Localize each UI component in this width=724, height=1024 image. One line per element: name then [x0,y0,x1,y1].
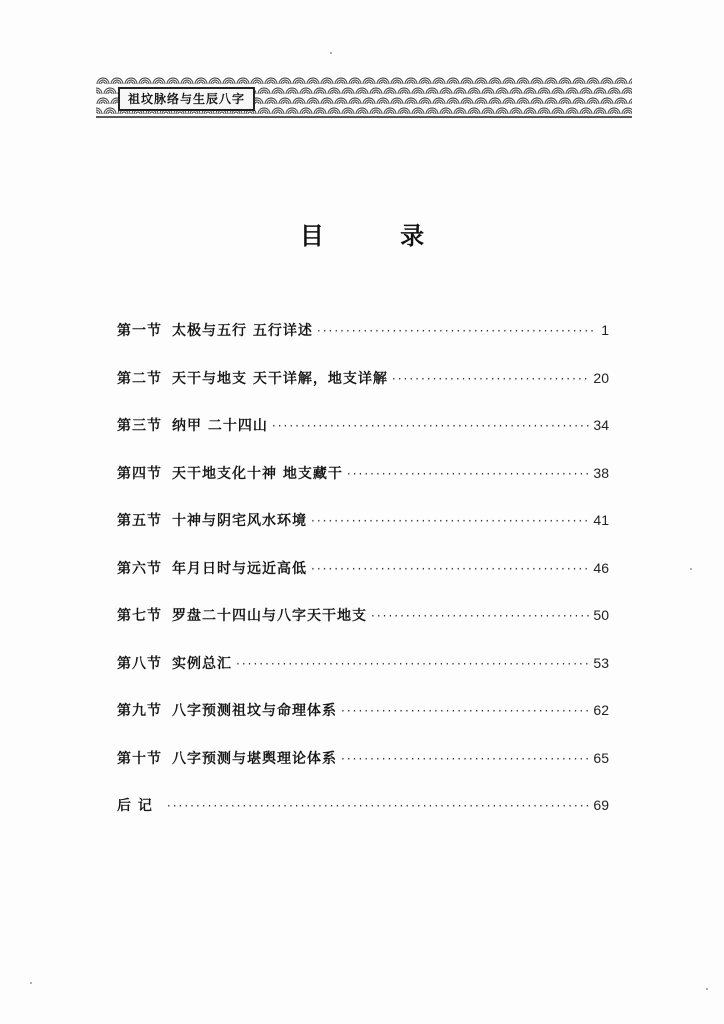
toc-page-number: 69 [593,797,609,813]
toc-page-number: 50 [593,607,609,623]
toc-section-heading: 八字预测与堪舆理论体系 [172,750,337,767]
toc-entry[interactable] [117,748,609,796]
toc-section-heading: 天干地支化十神 地支藏干 [172,465,343,482]
toc-entry[interactable] [117,368,609,416]
toc-entry[interactable] [117,795,609,843]
toc-page-number: 20 [593,369,609,386]
toc-list [117,320,609,843]
toc-page-number: 34 [593,417,609,433]
toc-entry[interactable] [117,653,609,701]
dot-leader [272,419,590,433]
dot-leader [341,752,589,766]
dot-leader [341,704,589,718]
dot-leader [167,799,590,813]
dot-leader [311,562,589,576]
toc-page-number: 65 [593,749,609,766]
scan-speck [690,568,692,570]
dot-leader [317,324,597,338]
toc-entry[interactable] [117,605,609,653]
toc-entry[interactable] [117,700,609,748]
dot-leader [311,514,589,528]
toc-section-heading: 八字预测祖坟与命理体系 [172,703,337,719]
toc-page-number: 41 [593,512,609,528]
toc-section-number: 第九节 [117,703,162,719]
toc-section-heading: 十神与阴宅风水环境 [172,513,307,529]
dot-leader [347,467,590,481]
toc-section-number: 第一节 [117,323,162,339]
toc-section-heading: 实例总汇 [172,655,232,672]
toc-section-number: 第八节 [117,655,162,672]
toc-page-number: 62 [593,702,609,718]
running-header [96,74,632,118]
dot-leader [392,372,590,386]
toc-page-number: 46 [593,559,609,576]
toc-section-heading: 太极与五行 五行详述 [172,323,313,339]
toc-entry[interactable] [117,415,609,463]
toc-section-number: 第七节 [117,608,162,624]
toc-section-number: 第六节 [117,560,162,577]
toc-section-number: 第三节 [117,418,162,434]
toc-section-heading: 罗盘二十四山与八字天干地支 [172,608,367,624]
scan-speck [30,982,32,984]
toc-page-number: 38 [593,464,609,481]
book-title-label: 祖坟脉络与生辰八字 [118,87,255,111]
toc-title: 目 录 [299,222,459,250]
scan-speck [330,52,332,54]
dot-leader [371,609,589,623]
scan-speck [706,988,708,990]
toc-entry[interactable] [117,510,609,558]
toc-section-number: 第四节 [117,465,162,482]
toc-section-heading: 年月日时与远近高低 [172,560,307,577]
toc-entry[interactable] [117,463,609,511]
toc-section-number: 第五节 [117,513,162,529]
toc-section-heading: 天干与地支 天干详解，地支详解 [172,370,388,387]
toc-entry[interactable] [117,558,609,606]
toc-section-number: 第二节 [117,370,162,387]
toc-entry[interactable] [117,320,609,368]
toc-page-number: 1 [601,322,609,338]
toc-section-number: 后 记 [117,798,153,814]
dot-leader [236,657,589,671]
toc-page-number: 53 [593,654,609,671]
toc-section-number: 第十节 [117,750,162,767]
toc-section-heading: 纳甲 二十四山 [172,418,268,434]
